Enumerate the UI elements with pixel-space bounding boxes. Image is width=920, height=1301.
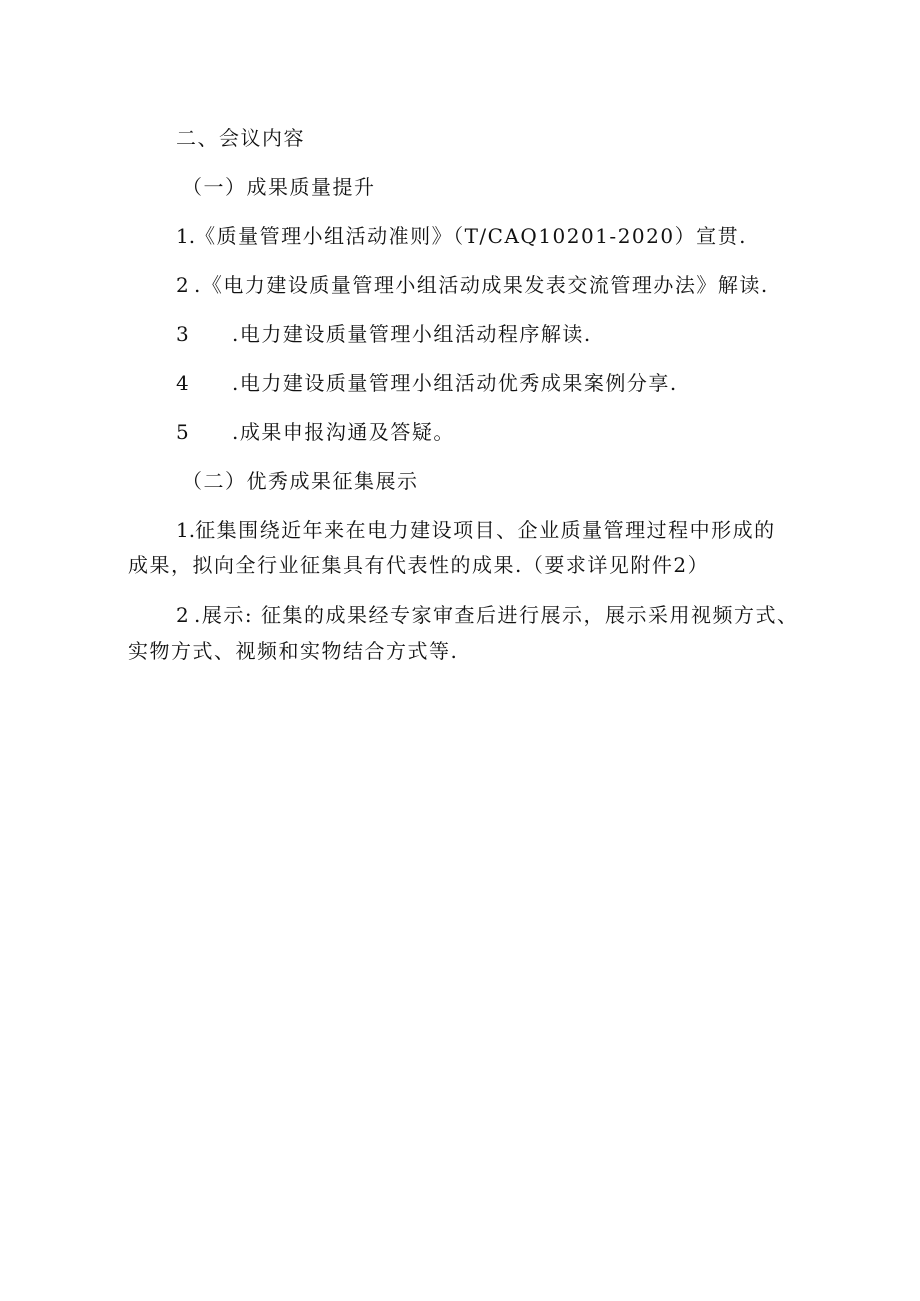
item-number: 3: [176, 322, 189, 346]
item-text: .展示: 征集的成果经专家审查后进行展示，展示采用视频方式、: [194, 603, 799, 627]
list-item: [176, 320, 592, 348]
item-number: 2: [176, 273, 189, 297]
list-item: [176, 222, 747, 250]
item-text-continued: 实物方式、视频和实物结合方式等.: [128, 639, 459, 663]
subsection-heading-2: [182, 467, 419, 495]
subsection-heading-1-text: （一）成果质量提升: [182, 175, 376, 199]
paragraph-item-line-2: [128, 551, 709, 579]
item-number: 1.: [176, 518, 196, 542]
subsection-heading-2-text: （二）优秀成果征集展示: [182, 469, 419, 493]
item-text: 《质量管理小组活动准则》（T/CAQ10201-2020）宣贯.: [195, 224, 747, 248]
item-text: .电力建设质量管理小组活动优秀成果案例分享.: [232, 371, 678, 395]
item-number: 2: [176, 603, 189, 627]
subsection-heading-1: [182, 173, 376, 201]
list-item: [176, 418, 455, 446]
item-text: .电力建设质量管理小组活动程序解读.: [232, 322, 592, 346]
paragraph-item-line-1: [176, 516, 776, 544]
section-heading-text: 二、会议内容: [176, 126, 305, 150]
item-text: .《电力建设质量管理小组活动成果发表交流管理办法》解读.: [194, 273, 769, 297]
item-number: 1.: [176, 224, 196, 248]
item-text: .成果申报沟通及答疑。: [232, 420, 455, 444]
item-text: 征集围绕近年来在电力建设项目、企业质量管理过程中形成的: [195, 518, 776, 542]
item-number: 5: [176, 420, 189, 444]
section-heading: [176, 124, 305, 152]
list-item: [176, 271, 769, 299]
item-text-continued: 成果，拟向全行业征集具有代表性的成果.（要求详见附件2）: [128, 553, 710, 577]
paragraph-item-line-2: [128, 637, 458, 665]
paragraph-item-line-1: [176, 601, 798, 629]
item-number: 4: [176, 371, 189, 395]
list-item: [176, 369, 678, 397]
